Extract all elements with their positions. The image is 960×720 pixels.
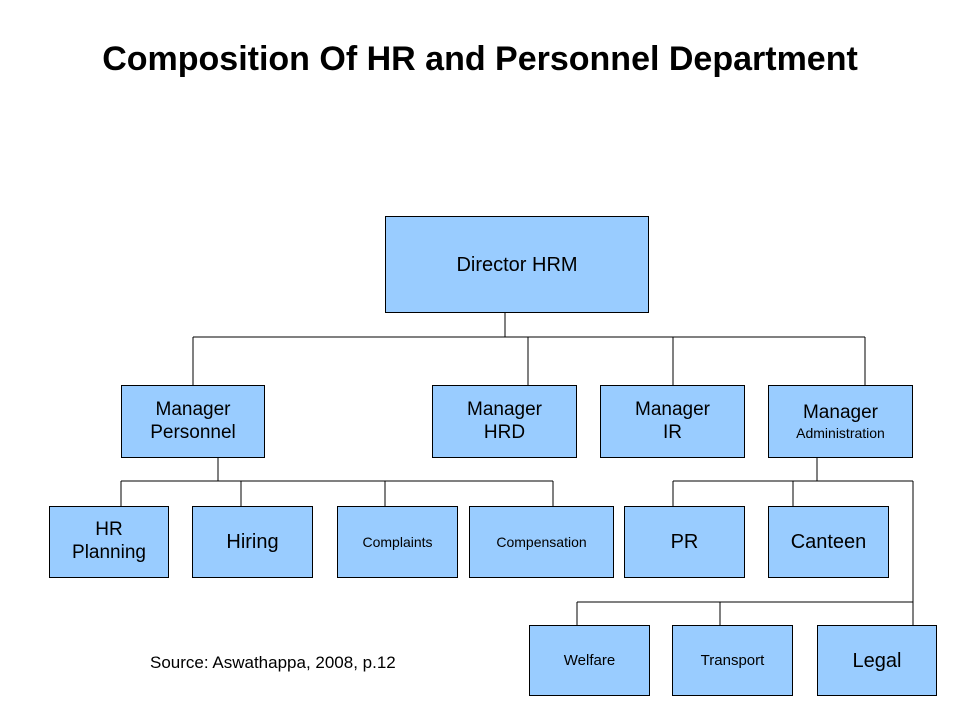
director-hrm-box [385, 216, 649, 313]
hr-planning-line1: HR [95, 519, 123, 541]
compensation-label: Compensation [496, 533, 587, 550]
welfare-label: Welfare [563, 651, 616, 669]
transport-box [672, 625, 793, 696]
hr-planning-box [49, 506, 169, 578]
transport-label: Transport [700, 651, 765, 669]
hiring-box [192, 506, 313, 578]
manager-hrd-box [432, 385, 577, 458]
pr-label: PR [670, 531, 699, 553]
manager-administration-line2: Administration [796, 424, 885, 441]
manager-personnel-line2: Personnel [150, 421, 236, 443]
legal-box [817, 625, 937, 696]
manager-ir-line2: IR [663, 421, 682, 443]
manager-hrd-line1: Manager [467, 398, 542, 420]
manager-personnel-line1: Manager [155, 398, 231, 420]
manager-personnel-box [121, 385, 265, 458]
manager-ir-line1: Manager [635, 398, 710, 420]
canteen-label: Canteen [790, 531, 867, 553]
welfare-box [529, 625, 650, 696]
page-title: Composition Of HR and Personnel Department [102, 40, 858, 78]
manager-ir-box [600, 385, 745, 458]
legal-label: Legal [852, 649, 902, 672]
complaints-box [337, 506, 458, 578]
source-citation: Source: Aswathappa, 2008, p.12 [150, 653, 396, 672]
pr-box [624, 506, 745, 578]
complaints-label: Complaints [362, 533, 433, 550]
manager-hrd-line2: HRD [483, 421, 526, 443]
manager-administration-box [768, 385, 913, 458]
compensation-box [469, 506, 614, 578]
hr-planning-line2: Planning [72, 542, 146, 563]
canteen-box [768, 506, 889, 578]
director-hrm-label: Director HRM [456, 253, 578, 276]
hiring-label: Hiring [226, 531, 279, 553]
manager-administration-line1: Manager [802, 401, 878, 423]
